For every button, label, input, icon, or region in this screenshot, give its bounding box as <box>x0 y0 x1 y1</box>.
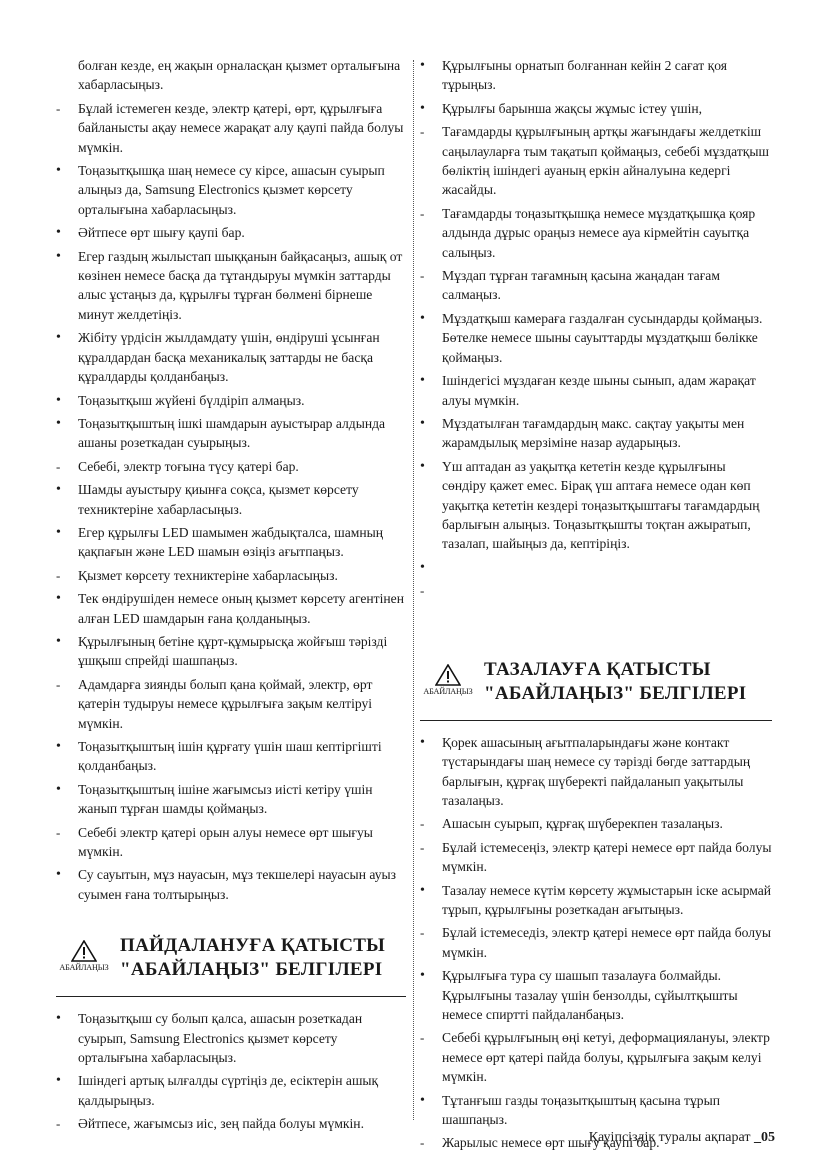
list-item <box>420 457 772 554</box>
heading-title <box>484 658 746 706</box>
right-list-b <box>420 733 772 1153</box>
list-item <box>56 566 406 585</box>
dash-icon: - <box>56 676 61 692</box>
list-item <box>420 266 772 305</box>
list-item-text: Қызмет көрсету техниктеріне хабарласыңыз. <box>78 567 338 583</box>
list-item <box>56 1071 406 1110</box>
bullet-icon: • <box>420 1092 425 1108</box>
bullet-icon: • <box>420 458 425 474</box>
list-item-text: Егер газдың жылыстап шыққанын байқасаңыз, ашық от көзінен немесе басқа да тұтандыруы мүмкін заттарды алыс ұстаңыз да, құрылғы тұрған бөлмені бірнеше минут желдетіңіз. <box>78 248 403 322</box>
list-item-text: Адамдарға зиянды болып қана қоймай, электр, өрт қатерін тудыруы немесе құрылғыға зақым келтіруі мүмкін. <box>78 676 373 731</box>
list-item <box>56 414 406 453</box>
list-item <box>56 523 406 562</box>
list-item <box>420 309 772 367</box>
list-item <box>56 823 406 862</box>
left-list-a <box>56 56 406 904</box>
bullet-icon: • <box>420 310 425 326</box>
dash-icon: - <box>420 1030 425 1046</box>
warning-triangle-icon <box>56 940 112 972</box>
list-item-text: Шамды ауыстыру қиынға соқса, қызмет көрсету техниктеріне хабарласыңыз. <box>78 482 359 517</box>
dash-icon: - <box>420 839 425 855</box>
list-item <box>420 1028 772 1086</box>
bullet-icon: • <box>420 373 425 389</box>
right-list-a <box>420 56 772 600</box>
list-item-text: Тазалау немесе күтім көрсету жұмыстарын іске асырмай тұрып, құрылғыны розеткадан ағытыңыз. <box>442 882 772 917</box>
footer-section-title: Қауіпсіздік туралы ақпарат <box>588 1130 754 1145</box>
bullet-icon: • <box>420 58 425 73</box>
list-item <box>420 558 772 577</box>
list-item <box>420 881 772 920</box>
bullet-icon: • <box>420 968 425 984</box>
list-item-text: Құрылғы барынша жақсы жұмыс істеу үшін, <box>442 100 703 116</box>
heading-line-2: "АБАЙЛАҢЫЗ" БЕЛГІЛЕРІ <box>484 682 747 704</box>
list-item-text: Әйтпесе өрт шығу қаупі бар. <box>78 225 245 241</box>
bullet-icon: • <box>420 734 425 750</box>
list-item-text: Тұтанғыш газды тоңазытқыштың қасына тұрып шашпаңыз. <box>442 1092 720 1128</box>
list-item <box>56 632 406 671</box>
list-item <box>56 780 406 819</box>
dash-icon: - <box>420 582 425 598</box>
bullet-icon: • <box>56 781 61 797</box>
bullet-icon: • <box>56 633 61 649</box>
list-item-text: Тоңазытқыш су болып қалса, ашасын розеткадан суырып, Samsung Electronics қызмет көрсету орталығына хабарласыңыз. <box>78 1011 363 1066</box>
bullet-icon: • <box>420 415 425 431</box>
bullet-icon: • <box>420 559 425 575</box>
bullet-icon: • <box>56 1073 61 1089</box>
left-list-b <box>56 1009 406 1133</box>
bullet-icon: • <box>420 100 425 116</box>
page-number: _05 <box>754 1130 775 1145</box>
list-item <box>420 1091 772 1130</box>
list-item <box>56 1009 406 1067</box>
list-item <box>56 737 406 776</box>
list-item-text: Құрылғының бетіне құрт-құмырысқа жойғыш тәрізді ұшқыш спрейді шашпаңыз. <box>78 633 388 669</box>
list-item-text: Мұздатылған тағамдардың макс. сақтау уақыты мен жарамдылық мерзіміне назар аударыңыз. <box>442 415 745 451</box>
dash-icon: - <box>420 1135 425 1151</box>
bullet-icon: • <box>56 482 61 498</box>
dash-icon: - <box>56 567 61 583</box>
list-item-text: Ашасын суырып, құрғақ шүберекпен тазалаңыз. <box>442 816 723 832</box>
list-item <box>420 56 772 95</box>
list-item <box>56 391 406 410</box>
list-item <box>420 923 772 962</box>
bullet-icon: • <box>56 392 61 408</box>
bullet-icon: • <box>56 163 61 179</box>
list-item <box>420 122 772 200</box>
page-footer <box>589 1130 775 1146</box>
list-item-text: Әйтпесе, жағымсыз иіс, зең пайда болуы мүмкін. <box>78 1116 364 1132</box>
usage-caution-heading <box>56 934 406 997</box>
dash-icon: - <box>420 124 425 140</box>
list-item <box>56 328 406 386</box>
list-item <box>56 480 406 519</box>
list-item-text: Ішіндегі артық ылғалды сүртіңіз де, есіктерін ашық қалдырыңыз. <box>78 1073 379 1108</box>
list-item-text: Тоңазытқыштың ішіне жағымсыз иісті кетіру үшін жанып тұрған шамды қоймаңыз. <box>78 781 373 817</box>
list-item-text: Себебі құрылғының өңі кетуі, деформациялануы, электр немесе өрт қатері пайда болуы, құрылғыға зақым келуі мүмкін. <box>442 1030 770 1085</box>
list-item-text: Мұздатқыш камераға газдалған сусындарды қоймаңыз. Бөтелке немесе шыны сауыттарды мұздатқыш бөлікке қоймаңыз. <box>442 310 763 365</box>
bullet-icon: • <box>56 225 61 241</box>
list-item-text: Жібіту үрдісін жылдамдату үшін, өндіруші ұсынған құралдардан басқа механикалық заттарды не басқа құралдарды қолданбаңыз. <box>78 330 380 385</box>
bullet-icon: • <box>56 524 61 540</box>
list-item-text: Тағамдарды тоңазытқышқа немесе мұздатқышқа қояр алдында дұрыс ораңыз немесе ауа кірмейтін сауытқа салыңыз. <box>442 205 756 260</box>
bullet-icon: • <box>56 415 61 431</box>
heading-line-1: ТАЗАЛАУҒА ҚАТЫСТЫ <box>484 658 711 680</box>
list-item-text: Егер құрылғы LED шамымен жабдықталса, шамның қақпағын және LED шамын өзіңіз ағытпаңыз. <box>78 524 384 560</box>
dash-icon: - <box>56 824 61 840</box>
heading-line-1: ПАЙДАЛАНУҒА ҚАТЫСТЫ <box>120 935 386 957</box>
list-item-text: Құрылғыны орнатып болғаннан кейін 2 сағат қоя тұрыңыз. <box>442 58 728 93</box>
list-item <box>420 838 772 877</box>
list-item <box>56 457 406 476</box>
list-item-text: Себебі электр қатері орын алуы немесе өрт шығуы мүмкін. <box>78 824 373 860</box>
dash-icon: - <box>56 458 61 474</box>
dash-icon: - <box>420 268 425 284</box>
list-item <box>56 865 406 904</box>
list-item <box>56 223 406 242</box>
list-item-text: Тағамдарды құрылғының артқы жағындағы желдеткіш саңылауларға тым тақатып қоймаңыз, себебі мұздатқыш бөліктің ішіндегі ауаның еркін айналуына кедергі жасайды. <box>442 124 769 198</box>
list-item-text: Тек өндірушіден немесе оның қызмет көрсету агентінен алған LED шамдарын ғана қолданыңыз. <box>78 591 404 626</box>
list-item-text: болған кезде, ең жақын орналасқан қызмет орталығына хабарласыңыз. <box>78 58 401 93</box>
list-item-text: Тоңазытқыштың ішін құрғату үшін шаш кептіргішті қолданбаңыз. <box>78 739 382 774</box>
list-item <box>56 247 406 325</box>
left-column <box>56 56 406 1138</box>
bullet-icon: • <box>420 882 425 898</box>
list-item <box>420 371 772 410</box>
list-item <box>56 56 406 95</box>
bullet-icon: • <box>56 1011 61 1027</box>
caution-label: АБАЙЛАҢЫЗ <box>423 686 473 696</box>
bullet-icon: • <box>56 867 61 883</box>
list-item-text: Құрылғыға тура су шашып тазалауға болмайды. Құрылғыны тазалау үшін бензолды, сұйылтқышты немесе спиртті пайдаланбаңыз. <box>442 968 738 1023</box>
list-item-text: Бұлай істемеген кезде, электр қатері, өрт, құрылғыға байланысты ақау немесе жарақат алу қаупі пайда болуы мүмкін. <box>78 100 404 155</box>
right-column <box>420 56 772 1157</box>
column-divider <box>413 60 414 1120</box>
heading-line-2: "АБАЙЛАҢЫЗ" БЕЛГІЛЕРІ <box>120 959 383 981</box>
list-item-text: Ішіндегісі мұздаған кезде шыны сынып, адам жарақат алуы мүмкін. <box>442 373 756 408</box>
list-item <box>56 1114 406 1133</box>
bullet-icon: • <box>56 739 61 754</box>
list-item-text: Үш аптадан аз уақытқа кететін кезде құрылғыны сөндіру қажет емес. Бірақ үш аптаға немесе одан көп уақытқа кететін кездері тоңазытқыштағы тағамдардың барлығын алыңыз. Тоңазытқышты тоқтан ажыратып, тазалап, шайыңыз да, кептіріңіз. <box>442 458 760 552</box>
list-item-text: Қорек ашасының ағытпаларындағы және контакт түстарындағы шаң немесе су тәрізді бөгде заттардың барлығын, құрғақ шүберекті пайдаланып уақытылы тазалаңыз. <box>442 734 751 808</box>
dash-icon: - <box>420 816 425 832</box>
list-item <box>420 733 772 811</box>
list-item <box>420 99 772 118</box>
list-item-text: Тоңазытқыштың ішкі шамдарын ауыстырар алдында ашаны розеткадан суырыңыз. <box>78 415 386 451</box>
dash-icon: - <box>420 205 425 221</box>
list-item <box>56 589 406 628</box>
list-item-text: Бұлай істемеседіз, электр қатері немесе өрт пайда болуы мүмкін. <box>442 925 771 960</box>
bullet-icon: • <box>56 248 61 264</box>
list-item-text: Мұздап тұрған тағамның қасына жаңадан тағам салмаңыз. <box>442 268 720 303</box>
dash-icon: - <box>56 100 61 116</box>
warning-triangle-icon <box>420 664 476 696</box>
list-item-text: Бұлай істемесеңіз, электр қатері немесе өрт пайда болуы мүмкін. <box>442 839 772 875</box>
list-item <box>420 814 772 833</box>
list-item <box>420 581 772 600</box>
dash-icon: - <box>420 925 425 941</box>
list-item <box>420 204 772 262</box>
list-item <box>56 161 406 219</box>
dash-icon: - <box>56 1116 61 1132</box>
list-item-text: Су сауытын, мұз науасын, мұз текшелері науасын ауыз суымен ғана толтырыңыз. <box>78 867 397 902</box>
list-item <box>420 966 772 1024</box>
bullet-icon: • <box>56 330 61 346</box>
caution-label: АБАЙЛАҢЫЗ <box>59 963 109 973</box>
list-item <box>56 675 406 733</box>
list-item-text: Себебі, электр тоғына түсу қатері бар. <box>78 458 299 474</box>
list-item <box>56 99 406 157</box>
list-item-text: Тоңазытқыш жүйені бүлдіріп алмаңыз. <box>78 392 305 408</box>
cleaning-caution-heading <box>420 658 772 721</box>
bullet-icon: • <box>56 591 61 607</box>
list-item-text: Тоңазытқышқа шаң немесе су кірсе, ашасын суырып алыңыз да, Samsung Electronics қызмет көрсету орталығына хабарласыңыз. <box>78 163 385 217</box>
list-item-text: Жарылыс немесе өрт шығу қаупі бар. <box>442 1135 660 1151</box>
heading-title <box>120 934 385 982</box>
list-item <box>420 414 772 453</box>
